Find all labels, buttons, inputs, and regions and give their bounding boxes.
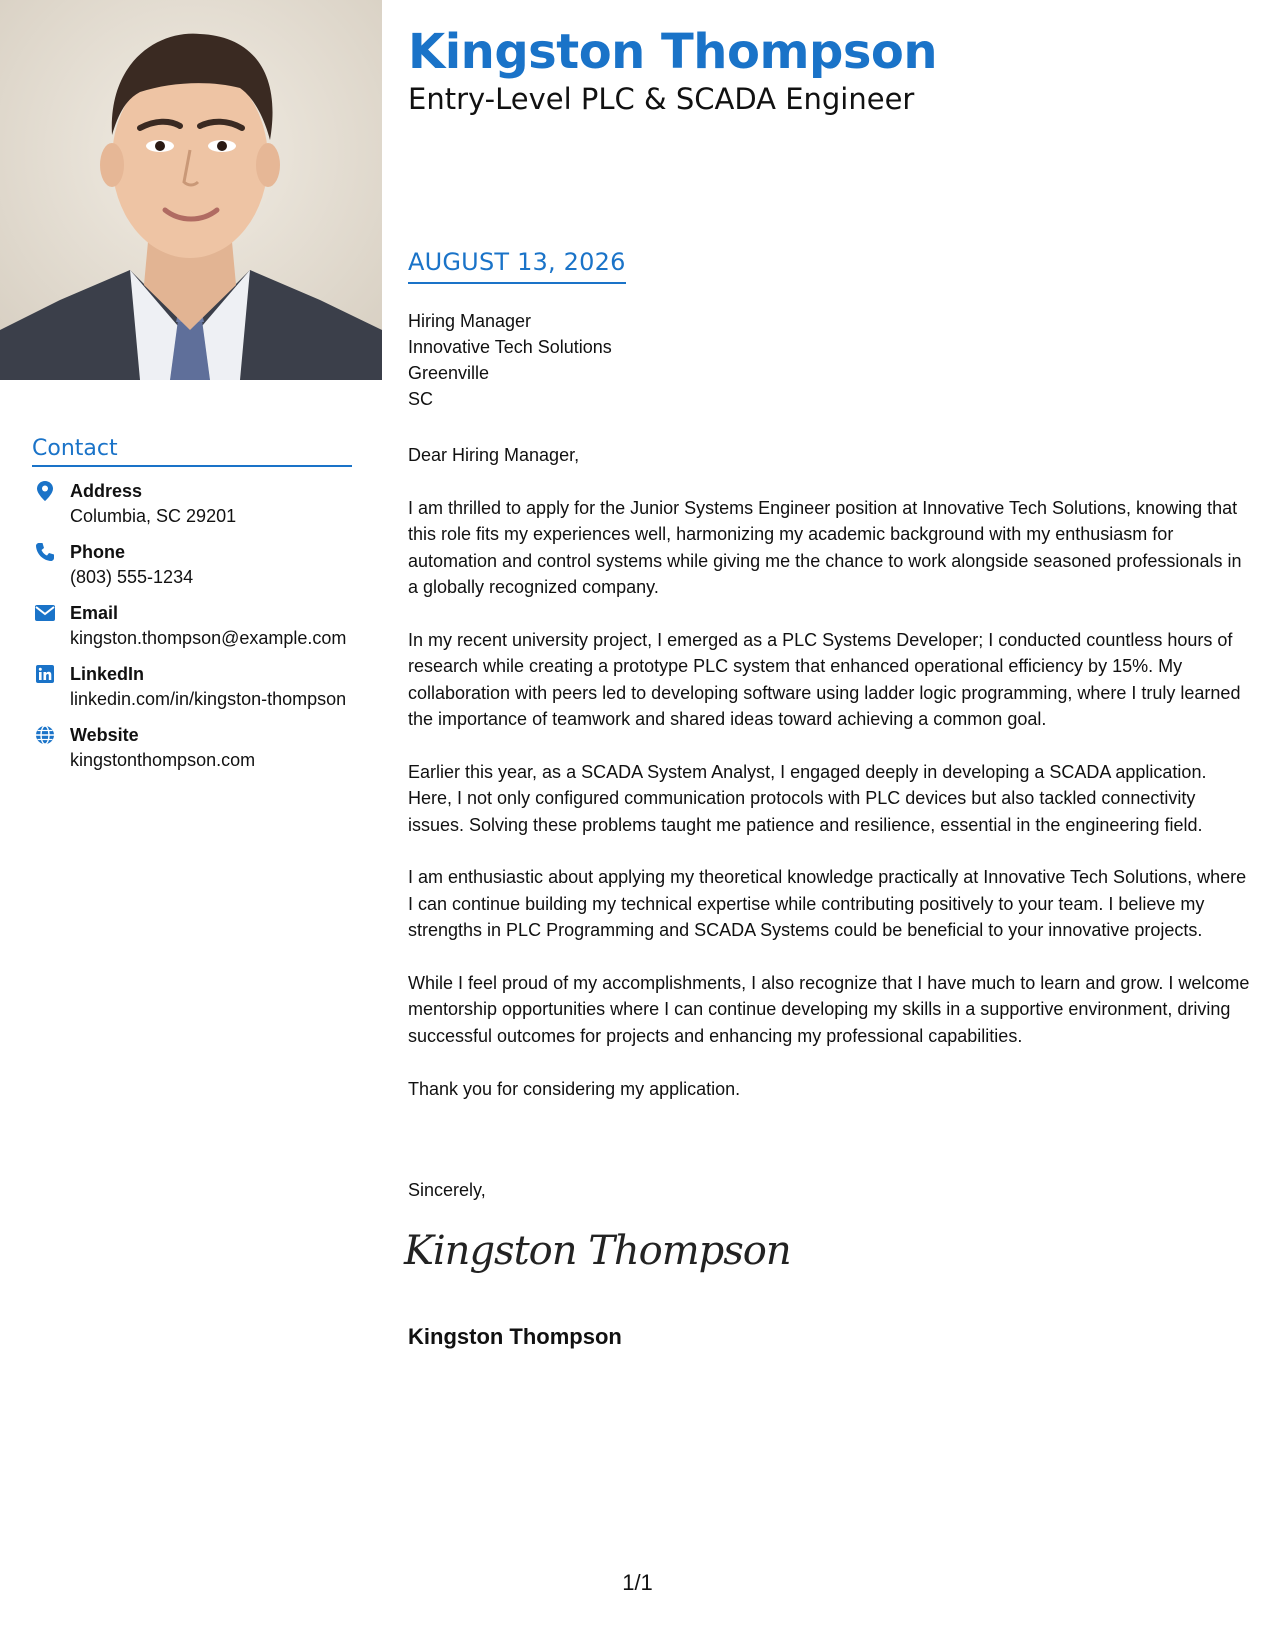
letter-paragraph: While I feel proud of my accomplishments, I also recognize that I have much to learn and grow. I welcome mentorship opportunities where I can continue developing my skills in a supportive environment, driving successful outcomes for projects and enhancing my professional capabilities. bbox=[408, 973, 1250, 1046]
letter-paragraph: Earlier this year, as a SCADA System Analyst, I engaged deeply in developing a SCADA application. Here, I not only configured communication protocols with PLC devices but also tackled connectivity issues. Solving these problems taught me patience and resilience, essential in the engineering field. bbox=[408, 761, 1207, 835]
contact-label: Address bbox=[70, 481, 143, 501]
recipient-line: Hiring Manager bbox=[408, 311, 532, 331]
map-pin-icon bbox=[34, 480, 56, 502]
recipient-block bbox=[408, 308, 612, 412]
applicant-name: Kingston Thompson bbox=[408, 24, 938, 80]
letter-body bbox=[408, 442, 1250, 1128]
contact-item-address bbox=[32, 479, 352, 529]
contact-label: Phone bbox=[70, 542, 126, 562]
phone-icon bbox=[34, 541, 56, 563]
profile-photo bbox=[0, 0, 382, 380]
recipient-line: Greenville bbox=[408, 363, 490, 383]
contact-value: Columbia, SC 29201 bbox=[70, 506, 237, 526]
globe-icon bbox=[34, 724, 56, 746]
linkedin-icon bbox=[34, 663, 56, 685]
recipient-line: SC bbox=[408, 389, 434, 409]
envelope-icon bbox=[34, 602, 56, 624]
contact-item-website bbox=[32, 723, 352, 773]
contact-heading: Contact bbox=[32, 436, 352, 467]
contact-list bbox=[32, 479, 352, 773]
greeting: Dear Hiring Manager, bbox=[408, 445, 580, 465]
contact-sidebar bbox=[32, 436, 352, 784]
contact-value: (803) 555-1234 bbox=[70, 567, 194, 587]
contact-value: linkedin.com/in/kingston-thompson bbox=[70, 689, 347, 709]
contact-value: kingstonthompson.com bbox=[70, 750, 256, 770]
letter-paragraph: In my recent university project, I emerged as a PLC Systems Developer; I conducted countless hours of research while creating a prototype PLC system that enhanced operational efficiency by 15%. My collaboration with peers led to developing software using ladder logic programming, where I truly learned the importance of teamwork and shared ideas toward achieving a common goal. bbox=[408, 629, 1241, 730]
closing: Sincerely, bbox=[408, 1180, 486, 1200]
contact-item-phone bbox=[32, 540, 352, 590]
letter-paragraph: I am thrilled to apply for the Junior Systems Engineer position at Innovative Tech Solutions, knowing that this role fits my experiences well, harmonizing my academic background with my enthusiasm for automation and control systems while giving me the chance to work alongside seasoned professionals in a globally recognized company. bbox=[408, 497, 1242, 598]
letter-paragraph: Thank you for considering my application. bbox=[408, 1078, 741, 1099]
contact-value: kingston.thompson@example.com bbox=[70, 628, 347, 648]
applicant-title: Entry-Level PLC & SCADA Engineer bbox=[408, 82, 915, 116]
handwritten-signature: Kingston Thompson bbox=[404, 1228, 791, 1274]
letter-paragraph: I am enthusiastic about applying my theoretical knowledge practically at Innovative Tech Solutions, where I can continue building my technical expertise while contributing positively to your team. I believe my strengths in PLC Programming and SCADA Systems could be beneficial to your innovative projects. bbox=[408, 867, 1247, 941]
contact-item-linkedin bbox=[32, 662, 352, 712]
recipient-line: Innovative Tech Solutions bbox=[408, 337, 612, 357]
header bbox=[408, 22, 1248, 118]
contact-label: LinkedIn bbox=[70, 664, 145, 684]
letter-date-block bbox=[408, 248, 626, 284]
signed-name: Kingston Thompson bbox=[408, 1324, 622, 1349]
contact-label: Email bbox=[70, 603, 119, 623]
page-number: 1/1 bbox=[622, 1570, 653, 1595]
contact-item-email bbox=[32, 601, 352, 651]
contact-label: Website bbox=[70, 725, 139, 745]
letter-date: AUGUST 13, 2026 bbox=[408, 248, 626, 284]
